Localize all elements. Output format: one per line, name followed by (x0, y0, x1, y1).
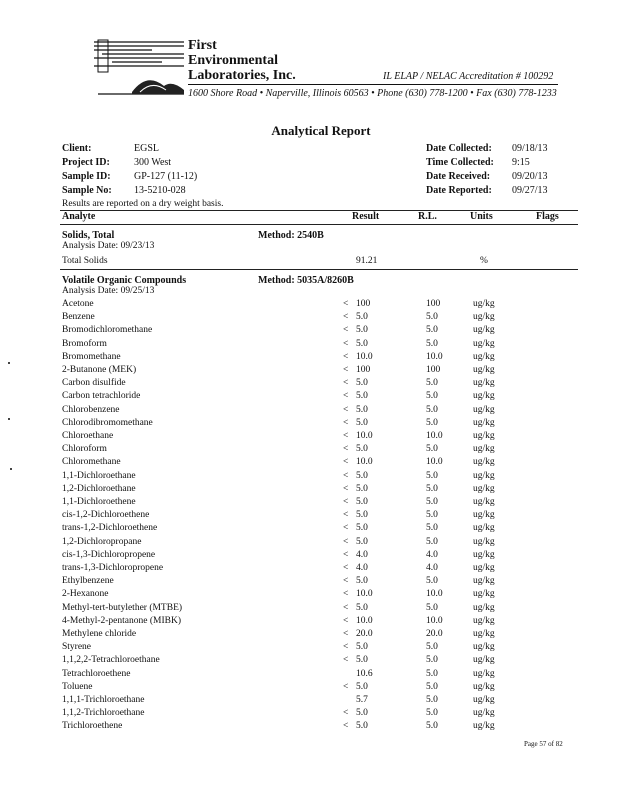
less-than-qualifier: < (343, 536, 349, 547)
company-logo (92, 36, 188, 106)
result-value: 5.0 (356, 417, 368, 428)
result-value: 5.0 (356, 510, 368, 521)
reporting-limit-value: 5.0 (426, 510, 438, 521)
units-value: ug/kg (473, 417, 495, 428)
reporting-limit-value: 10.0 (426, 589, 443, 600)
result-value: 20.0 (356, 629, 373, 639)
result-value: 5.0 (356, 444, 368, 455)
analyte-name: Carbon disulfide (62, 378, 126, 389)
result-value: 10.0 (356, 457, 373, 468)
reporting-limit-value: 5.0 (426, 444, 438, 455)
reporting-limit-value: 5.0 (426, 668, 438, 679)
less-than-qualifier: < (343, 549, 349, 560)
reporting-limit-value: 5.0 (426, 497, 438, 507)
table-row (0, 484, 642, 497)
result-value: 5.0 (356, 536, 368, 547)
result-value: 5.0 (356, 721, 368, 732)
reporting-limit-value: 5.0 (426, 708, 438, 719)
col-header-analyte: Analyte (62, 211, 96, 222)
table-row (0, 563, 642, 576)
analyte-name: 2-Hexanone (62, 589, 109, 600)
table-row (0, 365, 642, 378)
scan-speck (10, 468, 12, 470)
analyte-name: Bromoform (62, 338, 107, 349)
analyte-name: Chlorobenzene (62, 404, 120, 415)
reporting-limit-value: 5.0 (426, 312, 438, 323)
less-than-qualifier: < (343, 681, 349, 692)
analyte-name: 1,2-Dichloropropane (62, 536, 142, 547)
less-than-qualifier: < (343, 404, 349, 415)
result-value: 100 (356, 299, 371, 309)
table-row (0, 576, 642, 589)
analyte-name: trans-1,3-Dichloropropene (62, 563, 164, 573)
units-value: ug/kg (473, 510, 495, 521)
analyte-name: Methyl-tert-butylether (MTBE) (62, 602, 183, 613)
table-row (0, 418, 642, 431)
less-than-qualifier: < (343, 629, 349, 639)
header-divider (188, 84, 558, 85)
analyte-name: cis-1,3-Dichloropropene (62, 549, 156, 560)
units-value: ug/kg (473, 338, 495, 349)
analyte-name: 1,1-Dichloroethene (62, 497, 136, 507)
analyte-name: Bromodichloromethane (62, 325, 153, 336)
reporting-limit-value: 10.0 (426, 351, 443, 362)
units-value: ug/kg (473, 642, 495, 653)
reporting-limit-value: 100 (426, 365, 441, 375)
analyte-name: Trichloroethene (62, 721, 123, 732)
units-value: ug/kg (473, 325, 495, 336)
table-row (0, 312, 642, 325)
table-row (0, 471, 642, 484)
units-value: ug/kg (473, 523, 495, 534)
reporting-limit-value: 5.0 (426, 523, 438, 534)
result-value: 5.0 (356, 391, 368, 402)
company-name-line2: Environmental (188, 53, 278, 68)
units-value: ug/kg (473, 312, 495, 323)
client-label: Client: (62, 143, 92, 154)
table-row (0, 721, 642, 734)
less-than-qualifier: < (343, 470, 349, 481)
result-value: 100 (356, 365, 371, 375)
less-than-qualifier: < (343, 338, 349, 349)
solids-analysis-date: Analysis Date: 09/23/13 (62, 241, 155, 251)
table-row (0, 457, 642, 470)
units-value: ug/kg (473, 299, 495, 309)
result-value: 5.0 (356, 338, 368, 349)
result-value: 5.0 (356, 483, 368, 494)
solids-section-title: Solids, Total (62, 230, 115, 241)
result-value: 5.0 (356, 681, 368, 692)
result-value: 5.0 (356, 378, 368, 389)
sample-id-value: GP-127 (11-12) (134, 171, 198, 182)
reporting-limit-value: 5.0 (426, 378, 438, 389)
result-value: 10.6 (356, 668, 373, 679)
analyte-name: Methylene chloride (62, 629, 137, 639)
analyte-name: 1,1-Dichloroethane (62, 470, 136, 481)
result-value: 5.0 (356, 325, 368, 336)
project-label: Project ID: (62, 157, 110, 168)
units-value: ug/kg (473, 576, 495, 587)
less-than-qualifier: < (343, 444, 349, 455)
sample-no-label: Sample No: (62, 185, 112, 196)
reporting-limit-value: 5.0 (426, 695, 438, 705)
time-collected-value: 9:15 (512, 157, 530, 168)
reporting-limit-value: 5.0 (426, 642, 438, 653)
units-value: ug/kg (473, 351, 495, 362)
units-value: ug/kg (473, 470, 495, 481)
result-value: 10.0 (356, 351, 373, 362)
less-than-qualifier: < (343, 655, 349, 666)
reporting-limit-value: 5.0 (426, 470, 438, 481)
units-value: ug/kg (473, 444, 495, 455)
voc-analysis-date: Analysis Date: 09/25/13 (62, 286, 155, 296)
units-value: % (480, 256, 488, 266)
result-value: 5.0 (356, 523, 368, 534)
less-than-qualifier: < (343, 615, 349, 626)
date-received-label: Date Received: (426, 171, 491, 182)
table-row (0, 629, 642, 642)
reporting-limit-value: 5.0 (426, 404, 438, 415)
table-header-rule (60, 224, 578, 225)
project-value: 300 West (134, 157, 172, 168)
reporting-limit-value: 4.0 (426, 563, 438, 573)
accreditation: IL ELAP / NELAC Accreditation # 100292 (383, 71, 554, 82)
result-value: 10.0 (356, 589, 373, 600)
table-row (0, 695, 642, 708)
table-row (0, 391, 642, 404)
less-than-qualifier: < (343, 365, 349, 375)
scan-speck (8, 418, 10, 420)
section-rule (60, 269, 578, 270)
analyte-name: 1,1,2,2-Tetrachloroethane (62, 655, 160, 666)
units-value: ug/kg (473, 404, 495, 415)
units-value: ug/kg (473, 378, 495, 389)
table-row (0, 642, 642, 655)
less-than-qualifier: < (343, 299, 349, 309)
result-value: 5.0 (356, 404, 368, 415)
units-value: ug/kg (473, 695, 495, 705)
units-value: ug/kg (473, 602, 495, 613)
less-than-qualifier: < (343, 457, 349, 468)
units-value: ug/kg (473, 681, 495, 692)
table-row (0, 510, 642, 523)
analyte-name: 1,1,1-Trichloroethane (62, 695, 145, 705)
table-row (0, 352, 642, 365)
analyte-name: 4-Methyl-2-pentanone (MIBK) (62, 615, 181, 626)
reporting-limit-value: 5.0 (426, 483, 438, 494)
units-value: ug/kg (473, 391, 495, 402)
analyte-name: Benzene (62, 312, 95, 323)
reporting-limit-value: 20.0 (426, 629, 443, 639)
less-than-qualifier: < (343, 523, 349, 534)
less-than-qualifier: < (343, 510, 349, 521)
page-number: Page 57 of 82 (524, 740, 563, 748)
units-value: ug/kg (473, 365, 495, 375)
company-name (188, 38, 296, 83)
reporting-limit-value: 5.0 (426, 391, 438, 402)
units-value: ug/kg (473, 668, 495, 679)
table-row (0, 616, 642, 629)
table-row (0, 708, 642, 721)
col-header-units: Units (470, 211, 493, 222)
company-name-line1: First (188, 38, 217, 53)
result-value: 5.7 (356, 695, 368, 705)
result-value: 5.0 (356, 708, 368, 719)
company-address: 1600 Shore Road • Naperville, Illinois 60563 • Phone (630) 778-1200 • Fax (630) 778-1233 (188, 88, 557, 99)
table-row (0, 431, 642, 444)
analyte-name: Total Solids (62, 256, 108, 266)
col-header-flags: Flags (536, 211, 559, 222)
table-top-rule (60, 210, 578, 211)
less-than-qualifier: < (343, 325, 349, 336)
table-row (0, 589, 642, 602)
reporting-limit-value: 10.0 (426, 615, 443, 626)
table-row (0, 299, 642, 312)
col-header-rl: R.L. (418, 211, 437, 222)
reporting-limit-value: 5.0 (426, 602, 438, 613)
result-value: 10.0 (356, 431, 373, 441)
analyte-name: Chloromethane (62, 457, 121, 468)
table-row (0, 550, 642, 563)
less-than-qualifier: < (343, 497, 349, 507)
analyte-name: Styrene (62, 642, 92, 653)
units-value: ug/kg (473, 563, 495, 573)
result-value: 5.0 (356, 602, 368, 613)
reporting-limit-value: 5.0 (426, 417, 438, 428)
table-row (0, 497, 642, 510)
units-value: ug/kg (473, 431, 495, 441)
date-reported-label: Date Reported: (426, 185, 492, 196)
less-than-qualifier: < (343, 708, 349, 719)
reporting-limit-value: 5.0 (426, 338, 438, 349)
less-than-qualifier: < (343, 417, 349, 428)
less-than-qualifier: < (343, 312, 349, 323)
less-than-qualifier: < (343, 721, 349, 732)
table-row (0, 339, 642, 352)
time-collected-label: Time Collected: (426, 157, 494, 168)
analyte-name: Bromomethane (62, 351, 121, 362)
units-value: ug/kg (473, 457, 495, 468)
date-collected-label: Date Collected: (426, 143, 492, 154)
less-than-qualifier: < (343, 642, 349, 653)
table-row (0, 523, 642, 536)
table-row (0, 325, 642, 338)
less-than-qualifier: < (343, 431, 349, 441)
sample-id-label: Sample ID: (62, 171, 111, 182)
reporting-limit-value: 10.0 (426, 431, 443, 441)
analyte-name: Tetrachloroethene (62, 668, 131, 679)
units-value: ug/kg (473, 497, 495, 507)
date-received-value: 09/20/13 (512, 171, 548, 182)
result-value: 5.0 (356, 655, 368, 666)
dry-weight-note: Results are reported on a dry weight basis. (62, 199, 224, 209)
client-value: EGSL (134, 143, 159, 154)
units-value: ug/kg (473, 536, 495, 547)
units-value: ug/kg (473, 615, 495, 626)
result-value: 5.0 (356, 312, 368, 323)
date-reported-value: 09/27/13 (512, 185, 548, 196)
units-value: ug/kg (473, 655, 495, 666)
units-value: ug/kg (473, 483, 495, 494)
solids-method: Method: 2540B (258, 230, 324, 241)
analyte-name: cis-1,2-Dichloroethene (62, 510, 150, 521)
scan-speck (8, 362, 10, 364)
reporting-limit-value: 5.0 (426, 655, 438, 666)
units-value: ug/kg (473, 708, 495, 719)
result-value: 91.21 (356, 256, 378, 266)
table-row (0, 256, 642, 269)
analyte-name: Chloroform (62, 444, 107, 455)
analyte-name: 1,2-Dichloroethane (62, 483, 136, 494)
less-than-qualifier: < (343, 589, 349, 600)
table-row (0, 405, 642, 418)
less-than-qualifier: < (343, 483, 349, 494)
sample-no-value: 13-5210-028 (134, 185, 186, 196)
reporting-limit-value: 10.0 (426, 457, 443, 468)
result-value: 5.0 (356, 576, 368, 587)
units-value: ug/kg (473, 629, 495, 639)
reporting-limit-value: 5.0 (426, 325, 438, 336)
col-header-result: Result (352, 211, 380, 222)
reporting-limit-value: 4.0 (426, 549, 438, 560)
table-row (0, 603, 642, 616)
report-title: Analytical Report (271, 123, 371, 138)
table-row (0, 655, 642, 668)
analyte-name: Carbon tetrachloride (62, 391, 141, 402)
analyte-name: Chlorodibromomethane (62, 417, 153, 428)
table-row (0, 669, 642, 682)
analyte-name: 1,1,2-Trichloroethane (62, 708, 145, 719)
table-row (0, 682, 642, 695)
analyte-name: trans-1,2-Dichloroethene (62, 523, 158, 534)
result-value: 4.0 (356, 563, 368, 573)
voc-section-title: Volatile Organic Compounds (62, 275, 187, 286)
less-than-qualifier: < (343, 378, 349, 389)
less-than-qualifier: < (343, 351, 349, 362)
analyte-name: Ethylbenzene (62, 576, 114, 587)
table-row (0, 378, 642, 391)
analyte-name: Acetone (62, 299, 94, 309)
result-value: 4.0 (356, 549, 368, 560)
reporting-limit-value: 5.0 (426, 576, 438, 587)
result-value: 5.0 (356, 642, 368, 653)
analyte-name: Toluene (62, 681, 93, 692)
less-than-qualifier: < (343, 563, 349, 573)
units-value: ug/kg (473, 549, 495, 560)
result-value: 10.0 (356, 615, 373, 626)
units-value: ug/kg (473, 721, 495, 732)
date-collected-value: 09/18/13 (512, 143, 548, 154)
reporting-limit-value: 100 (426, 299, 441, 309)
reporting-limit-value: 5.0 (426, 721, 438, 732)
reporting-limit-value: 5.0 (426, 681, 438, 692)
units-value: ug/kg (473, 589, 495, 600)
table-row (0, 537, 642, 550)
less-than-qualifier: < (343, 602, 349, 613)
result-value: 5.0 (356, 497, 368, 507)
voc-method: Method: 5035A/8260B (258, 275, 354, 286)
less-than-qualifier: < (343, 576, 349, 587)
analyte-name: Chloroethane (62, 431, 114, 441)
table-row (0, 444, 642, 457)
company-name-line3: Laboratories, Inc. (188, 68, 296, 83)
result-value: 5.0 (356, 470, 368, 481)
analyte-name: 2-Butanone (MEK) (62, 365, 137, 375)
less-than-qualifier: < (343, 391, 349, 402)
reporting-limit-value: 5.0 (426, 536, 438, 547)
